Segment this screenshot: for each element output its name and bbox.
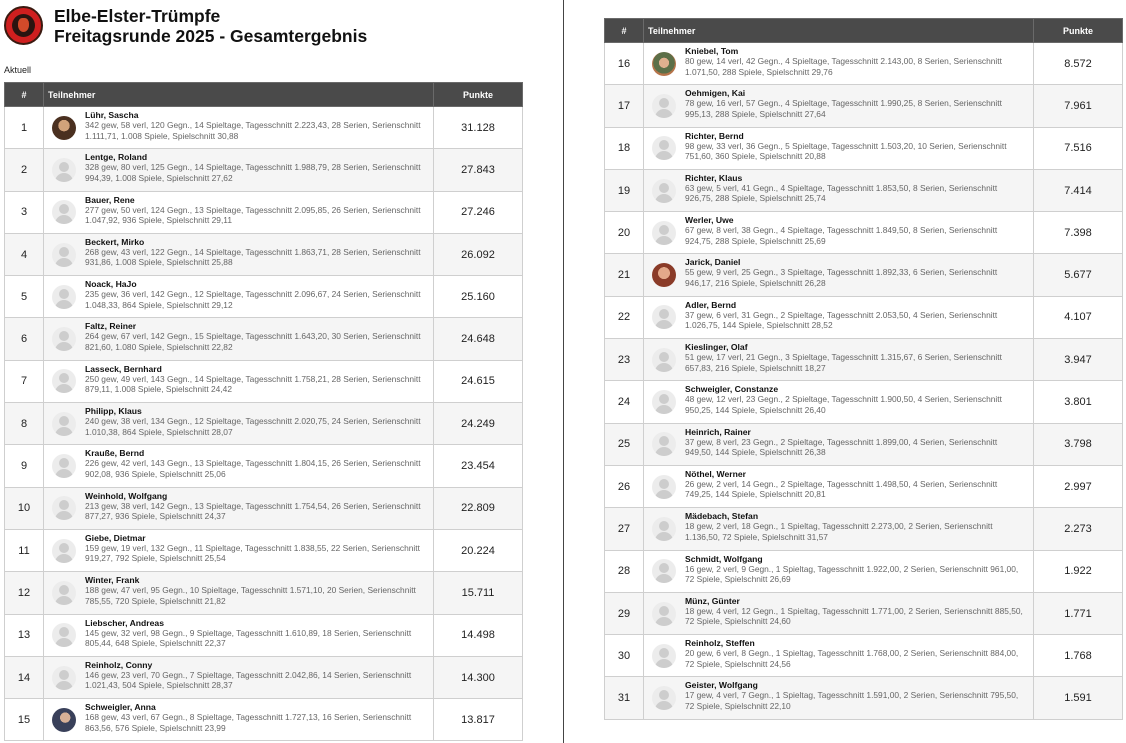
- points-cell: 1.768: [1034, 635, 1123, 677]
- player-name[interactable]: Liebscher, Andreas: [85, 617, 164, 628]
- points-cell: 15.711: [434, 572, 523, 614]
- player-cell: [44, 572, 434, 614]
- rank-cell: 5: [5, 276, 44, 318]
- player-stats: 55 gew, 9 verl, 25 Gegn., 3 Spieltage, Tagesschnitt 1.892,33, 6 Serien, Serienschnitt 946,17, 216 Spiele, Spielschnitt 26,28: [685, 267, 998, 288]
- table-row[interactable]: [5, 445, 523, 487]
- player-name[interactable]: Kniebel, Tom: [685, 46, 739, 56]
- player-name[interactable]: Mädebach, Stefan: [685, 511, 759, 522]
- avatar: [652, 602, 676, 626]
- avatar: [52, 539, 76, 563]
- rank-cell: 25: [605, 423, 644, 465]
- table-row[interactable]: [5, 403, 523, 445]
- points-cell: 24.249: [434, 403, 523, 445]
- rank-cell: 23: [605, 339, 644, 381]
- club-logo-icon: [4, 6, 43, 45]
- points-cell: 3.798: [1034, 423, 1123, 465]
- player-name[interactable]: Schweigler, Constanze: [685, 384, 779, 395]
- ranking-table-left: [4, 82, 523, 741]
- points-cell: 2.997: [1034, 465, 1123, 507]
- player-stats: 188 gew, 47 verl, 95 Gegn., 10 Spieltage, Tagesschnitt 1.571,10, 20 Serien, Serienschnitt 785,55, 720 Spiele, Spielschnitt 21,82: [85, 585, 416, 606]
- table-row[interactable]: [605, 423, 1123, 465]
- avatar: [652, 390, 676, 414]
- avatar: [652, 348, 676, 372]
- avatar: [652, 432, 676, 456]
- player-name[interactable]: Lentge, Roland: [85, 152, 148, 163]
- avatar: [52, 666, 76, 690]
- rank-cell: 29: [605, 592, 644, 634]
- player-cell: [44, 487, 434, 529]
- player-cell: [44, 233, 434, 275]
- column-header-player[interactable]: Teilnehmer: [644, 19, 1034, 43]
- player-name[interactable]: Beckert, Mirko: [85, 236, 145, 247]
- points-cell: 7.414: [1034, 169, 1123, 211]
- rank-cell: 31: [605, 677, 644, 719]
- points-cell: 7.961: [1034, 85, 1123, 127]
- page-title: Elbe-Elster-Trümpfe: [54, 6, 221, 26]
- table-row[interactable]: [605, 212, 1123, 254]
- player-stats: 80 gew, 14 verl, 42 Gegn., 4 Spieltage, Tagesschnitt 2.143,00, 8 Serien, Serienschnitt 1.071,50, 288 Spiele, Spielschnitt 29,76: [685, 56, 1002, 77]
- player-stats: 63 gew, 5 verl, 41 Gegn., 4 Spieltage, Tagesschnitt 1.853,50, 8 Serien, Serienschnitt 926,75, 288 Spiele, Spielschnitt 25,74: [685, 182, 998, 204]
- points-cell: 5.677: [1034, 254, 1123, 296]
- player-cell: [44, 149, 434, 191]
- player-stats: 98 gew, 33 verl, 36 Gegn., 5 Spieltage, Tagesschnitt 1.503,20, 10 Serien, Serienschnitt 751,60, 360 Spiele, Spielschnitt 20,88: [685, 140, 1007, 162]
- table-row[interactable]: [605, 339, 1123, 381]
- player-stats: 67 gew, 8 verl, 38 Gegn., 4 Spieltage, Tagesschnitt 1.849,50, 8 Serien, Serienschnitt 924,75, 288 Spiele, Spielschnitt 25,69: [685, 225, 998, 246]
- table-header-row: [5, 83, 523, 107]
- column-header-player[interactable]: Teilnehmer: [44, 83, 434, 107]
- player-name[interactable]: Giebe, Dietmar: [85, 532, 146, 543]
- points-cell: 14.300: [434, 656, 523, 698]
- avatar: [52, 200, 76, 224]
- points-cell: 3.801: [1034, 381, 1123, 423]
- player-name[interactable]: Faltz, Reiner: [85, 321, 137, 332]
- table-row[interactable]: [5, 191, 523, 233]
- points-cell: 22.809: [434, 487, 523, 529]
- player-cell: [644, 296, 1034, 338]
- points-cell: 23.454: [434, 445, 523, 487]
- player-cell: [44, 614, 434, 656]
- player-cell: [44, 276, 434, 318]
- table-row[interactable]: [5, 107, 523, 149]
- avatar: [52, 623, 76, 647]
- player-name[interactable]: Münz, Günter: [685, 595, 740, 606]
- points-cell: 2.273: [1034, 508, 1123, 550]
- player-cell: [44, 191, 434, 233]
- rank-cell: 11: [5, 529, 44, 571]
- avatar: [52, 158, 76, 182]
- avatar: [52, 412, 76, 436]
- player-cell: [44, 445, 434, 487]
- player-stats: 37 gew, 8 verl, 23 Gegn., 2 Spieltage, Tagesschnitt 1.899,00, 4 Serien, Serienschnitt 949,50, 144 Spiele, Spielschnitt 26,38: [685, 436, 998, 458]
- avatar: [652, 305, 676, 329]
- player-stats: 37 gew, 6 verl, 31 Gegn., 2 Spieltage, Tagesschnitt 2.053,50, 4 Serien, Serienschnitt 1.026,75, 144 Spiele, Spielschnitt 28,52: [685, 309, 998, 331]
- player-stats: 18 gew, 2 verl, 18 Gegn., 1 Spieltag, Tagesschnitt 2.273,00, 2 Serien, Serienschnitt 1.136,50, 72 Spiele, Spielschnitt 31,57: [685, 521, 993, 542]
- player-stats: 342 gew, 58 verl, 120 Gegn., 14 Spieltage, Tagesschnitt 2.223,43, 28 Serien, Serienschnitt 1.111,71, 1.008 Spiele, Spielschnitt 30,88: [85, 120, 421, 141]
- rank-cell: 3: [5, 191, 44, 233]
- rank-cell: 9: [5, 445, 44, 487]
- avatar: [652, 475, 676, 499]
- player-name[interactable]: Jarick, Daniel: [685, 257, 741, 268]
- points-cell: 20.224: [434, 529, 523, 571]
- rank-cell: 22: [605, 296, 644, 338]
- points-cell: 13.817: [434, 699, 523, 741]
- player-stats: 264 gew, 67 verl, 142 Gegn., 15 Spieltage, Tagesschnitt 1.643,20, 30 Serien, Serienschnitt 821,60, 1.080 Spiele, Spielschnitt 22,82: [85, 331, 421, 352]
- avatar: [652, 179, 676, 203]
- player-stats: 240 gew, 38 verl, 134 Gegn., 12 Spieltage, Tagesschnitt 2.020,75, 24 Serien, Serienschnitt 1.010,38, 864 Spiele, Spielschnitt 28,07: [85, 416, 421, 437]
- points-cell: 8.572: [1034, 43, 1123, 85]
- rank-cell: 30: [605, 635, 644, 677]
- player-cell: [644, 127, 1034, 169]
- avatar: [52, 496, 76, 520]
- player-name[interactable]: Kieslinger, Olaf: [685, 342, 748, 353]
- page-header: [4, 6, 544, 50]
- player-name[interactable]: Schweigler, Anna: [85, 702, 156, 713]
- player-cell: [44, 656, 434, 698]
- avatar: [652, 94, 676, 118]
- page-divider: [563, 0, 564, 743]
- player-cell: [644, 592, 1034, 634]
- avatar: [52, 285, 76, 309]
- points-cell: 1.591: [1034, 677, 1123, 719]
- table-row[interactable]: [5, 233, 523, 275]
- avatar: [652, 52, 676, 76]
- player-name[interactable]: Geister, Wolfgang: [685, 680, 758, 691]
- avatar: [52, 581, 76, 605]
- player-stats: 159 gew, 19 verl, 132 Gegn., 11 Spieltage, Tagesschnitt 1.838,55, 22 Serien, Serienschnitt 919,27, 792 Spiele, Spielschnitt 25,54: [85, 542, 420, 564]
- table-row[interactable]: [5, 529, 523, 571]
- table-row[interactable]: [605, 508, 1123, 550]
- rank-cell: 28: [605, 550, 644, 592]
- player-cell: [44, 107, 434, 149]
- avatar: [652, 136, 676, 160]
- player-name[interactable]: Schmidt, Wolfgang: [685, 553, 763, 564]
- player-name[interactable]: Krauße, Bernd: [85, 448, 145, 459]
- player-cell: [644, 381, 1034, 423]
- table-row[interactable]: [5, 699, 523, 741]
- points-cell: 27.843: [434, 149, 523, 191]
- rank-cell: 7: [5, 360, 44, 402]
- player-name[interactable]: Reinholz, Conny: [85, 659, 153, 670]
- table-row[interactable]: [605, 465, 1123, 507]
- table-row[interactable]: [5, 149, 523, 191]
- avatar: [652, 517, 676, 541]
- player-stats: 168 gew, 43 verl, 67 Gegn., 8 Spieltage, Tagesschnitt 1.727,13, 16 Serien, Serienschnitt 863,56, 576 Spiele, Spielschnitt 23,99: [85, 712, 412, 733]
- table-row[interactable]: [605, 550, 1123, 592]
- rank-cell: 10: [5, 487, 44, 529]
- player-name[interactable]: Lasseck, Bernhard: [85, 363, 162, 374]
- player-stats: 146 gew, 23 verl, 70 Gegn., 7 Spieltage, Tagesschnitt 2.042,86, 14 Serien, Serienschnitt 1.021,43, 504 Spiele, Spielschnitt 28,37: [85, 669, 412, 691]
- player-cell: [644, 339, 1034, 381]
- rank-cell: 17: [605, 85, 644, 127]
- player-cell: [644, 635, 1034, 677]
- rank-cell: 8: [5, 403, 44, 445]
- points-cell: 3.947: [1034, 339, 1123, 381]
- player-stats: 250 gew, 49 verl, 143 Gegn., 14 Spieltage, Tagesschnitt 1.758,21, 28 Serien, Serienschnitt 879,11, 1.008 Spiele, Spielschnitt 24,42: [85, 373, 421, 395]
- player-name[interactable]: Oehmigen, Kai: [685, 88, 746, 99]
- player-stats: 18 gew, 4 verl, 12 Gegn., 1 Spieltag, Tagesschnitt 1.771,00, 2 Serien, Serienschnitt 885,50, 72 Spiele, Spielschnitt 24,60: [685, 605, 1023, 627]
- status-label: Aktuell: [4, 65, 32, 75]
- player-name[interactable]: Richter, Bernd: [685, 130, 744, 141]
- avatar: [652, 686, 676, 710]
- player-cell: [644, 465, 1034, 507]
- table-row[interactable]: [605, 296, 1123, 338]
- avatar: [52, 708, 76, 732]
- player-stats: 51 gew, 17 verl, 21 Gegn., 3 Spieltage, Tagesschnitt 1.315,67, 6 Serien, Serienschnitt 657,83, 216 Spiele, Spielschnitt 18,27: [685, 352, 1002, 373]
- player-cell: [44, 529, 434, 571]
- player-stats: 78 gew, 16 verl, 57 Gegn., 4 Spieltage, Tagesschnitt 1.990,25, 8 Serien, Serienschnitt 995,13, 288 Spiele, Spielschnitt 27,64: [685, 98, 1002, 119]
- points-cell: 7.516: [1034, 127, 1123, 169]
- rank-cell: 4: [5, 233, 44, 275]
- player-stats: 48 gew, 12 verl, 23 Gegn., 2 Spieltage, Tagesschnitt 1.900,50, 4 Serien, Serienschnitt 950,25, 144 Spiele, Spielschnitt 26,40: [685, 394, 1002, 415]
- player-name[interactable]: Adler, Bernd: [685, 299, 737, 310]
- table-row[interactable]: [605, 127, 1123, 169]
- player-cell: [644, 254, 1034, 296]
- table-header-row: [605, 19, 1123, 43]
- rank-cell: 13: [5, 614, 44, 656]
- rank-cell: 16: [605, 43, 644, 85]
- player-cell: [644, 550, 1034, 592]
- points-cell: 24.615: [434, 360, 523, 402]
- avatar: [652, 221, 676, 245]
- table-row[interactable]: [5, 360, 523, 402]
- rank-cell: 6: [5, 318, 44, 360]
- player-cell: [644, 508, 1034, 550]
- player-cell: [44, 403, 434, 445]
- player-cell: [644, 677, 1034, 719]
- rank-cell: 2: [5, 149, 44, 191]
- player-cell: [44, 360, 434, 402]
- rank-cell: 20: [605, 212, 644, 254]
- player-cell: [44, 699, 434, 741]
- rank-cell: 26: [605, 465, 644, 507]
- table-row[interactable]: [605, 635, 1123, 677]
- rank-cell: 19: [605, 169, 644, 211]
- points-cell: 26.092: [434, 233, 523, 275]
- rank-cell: 14: [5, 656, 44, 698]
- table-row[interactable]: [5, 487, 523, 529]
- player-name[interactable]: Reinholz, Steffen: [685, 638, 755, 649]
- rank-cell: 18: [605, 127, 644, 169]
- player-cell: [44, 318, 434, 360]
- player-stats: 16 gew, 2 verl, 9 Gegn., 1 Spieltag, Tagesschnitt 1.922,00, 2 Serien, Serienschnitt 961,00, 72 Spiele, Spielschnitt 26,69: [685, 563, 1019, 585]
- player-stats: 328 gew, 80 verl, 125 Gegn., 14 Spieltage, Tagesschnitt 1.988,79, 28 Serien, Serienschnitt 994,39, 1.008 Spiele, Spielschnitt 27,62: [85, 162, 421, 183]
- player-name[interactable]: Weinhold, Wolfgang: [85, 490, 168, 501]
- player-name[interactable]: Lühr, Sascha: [85, 110, 139, 120]
- rank-cell: 15: [5, 699, 44, 741]
- player-stats: 235 gew, 36 verl, 142 Gegn., 12 Spieltage, Tagesschnitt 2.096,67, 24 Serien, Serienschnitt 1.048,33, 864 Spiele, Spielschnitt 29,12: [85, 289, 421, 310]
- rank-cell: 21: [605, 254, 644, 296]
- player-name[interactable]: Bauer, Rene: [85, 194, 135, 205]
- avatar: [652, 559, 676, 583]
- table-row[interactable]: [605, 85, 1123, 127]
- avatar: [652, 263, 676, 287]
- rank-cell: 27: [605, 508, 644, 550]
- points-cell: 7.398: [1034, 212, 1123, 254]
- points-cell: 1.771: [1034, 592, 1123, 634]
- avatar: [52, 369, 76, 393]
- player-cell: [644, 423, 1034, 465]
- table-row[interactable]: [5, 318, 523, 360]
- avatar: [52, 454, 76, 478]
- table-row[interactable]: [605, 43, 1123, 85]
- player-stats: 17 gew, 4 verl, 7 Gegn., 1 Spieltag, Tagesschnitt 1.591,00, 2 Serien, Serienschnitt 795,50, 72 Spiele, Spielschnitt 22,10: [685, 690, 1019, 711]
- column-header-rank[interactable]: #: [605, 19, 644, 43]
- player-name[interactable]: Werler, Uwe: [685, 215, 734, 226]
- column-header-points[interactable]: Punkte: [1034, 19, 1123, 43]
- table-row[interactable]: [5, 572, 523, 614]
- player-stats: 145 gew, 32 verl, 98 Gegn., 9 Spieltage, Tagesschnitt 1.610,89, 18 Serien, Serienschnitt 805,44, 648 Spiele, Spielschnitt 22,37: [85, 627, 412, 649]
- avatar: [52, 327, 76, 351]
- table-row[interactable]: [605, 677, 1123, 719]
- points-cell: 31.128: [434, 107, 523, 149]
- rank-cell: 1: [5, 107, 44, 149]
- column-header-points[interactable]: Punkte: [434, 83, 523, 107]
- table-row[interactable]: [605, 381, 1123, 423]
- player-stats: 277 gew, 50 verl, 124 Gegn., 13 Spieltage, Tagesschnitt 2.095,85, 26 Serien, Serienschnitt 1.047,92, 936 Spiele, Spielschnitt 29,11: [85, 204, 421, 226]
- player-stats: 26 gew, 2 verl, 14 Gegn., 2 Spieltage, Tagesschnitt 1.498,50, 4 Serien, Serienschnitt 749,25, 144 Spiele, Spielschnitt 20,81: [685, 478, 998, 500]
- player-name[interactable]: Richter, Klaus: [685, 172, 743, 183]
- table-row[interactable]: [5, 614, 523, 656]
- player-name[interactable]: Noack, HaJo: [85, 279, 137, 290]
- player-name[interactable]: Heinrich, Rainer: [685, 426, 751, 437]
- avatar: [652, 644, 676, 668]
- rank-cell: 12: [5, 572, 44, 614]
- rank-cell: 24: [605, 381, 644, 423]
- player-stats: 20 gew, 6 verl, 8 Gegn., 1 Spieltag, Tagesschnitt 1.768,00, 2 Serien, Serienschnitt 884,00, 72 Spiele, Spielschnitt 24,56: [685, 648, 1019, 669]
- player-cell: [644, 212, 1034, 254]
- ranking-table-right: [604, 18, 1123, 720]
- points-cell: 14.498: [434, 614, 523, 656]
- player-stats: 226 gew, 42 verl, 143 Gegn., 13 Spieltage, Tagesschnitt 1.804,15, 26 Serien, Serienschnitt 902,08, 936 Spiele, Spielschnitt 25,06: [85, 458, 421, 479]
- table-row[interactable]: [5, 276, 523, 318]
- player-name[interactable]: Winter, Frank: [85, 575, 140, 586]
- player-name[interactable]: Nöthel, Werner: [685, 468, 746, 479]
- table-row[interactable]: [5, 656, 523, 698]
- column-header-rank[interactable]: #: [5, 83, 44, 107]
- table-row[interactable]: [605, 592, 1123, 634]
- points-cell: 24.648: [434, 318, 523, 360]
- points-cell: 27.246: [434, 191, 523, 233]
- player-cell: [644, 169, 1034, 211]
- player-stats: 268 gew, 43 verl, 122 Gegn., 14 Spieltage, Tagesschnitt 1.863,71, 28 Serien, Serienschnitt 931,86, 1.008 Spiele, Spielschnitt 25,88: [85, 246, 421, 268]
- avatar: [52, 243, 76, 267]
- player-name[interactable]: Philipp, Klaus: [85, 406, 142, 417]
- points-cell: 4.107: [1034, 296, 1123, 338]
- points-cell: 25.160: [434, 276, 523, 318]
- player-cell: [644, 43, 1034, 85]
- table-row[interactable]: [605, 254, 1123, 296]
- player-stats: 213 gew, 38 verl, 142 Gegn., 13 Spieltage, Tagesschnitt 1.754,54, 26 Serien, Serienschnitt 877,27, 936 Spiele, Spielschnitt 24,37: [85, 500, 421, 522]
- points-cell: 1.922: [1034, 550, 1123, 592]
- avatar: [52, 116, 76, 140]
- page-subtitle: Freitagsrunde 2025 - Gesamtergebnis: [54, 26, 368, 46]
- table-row[interactable]: [605, 169, 1123, 211]
- player-cell: [644, 85, 1034, 127]
- title-block: [54, 6, 367, 46]
